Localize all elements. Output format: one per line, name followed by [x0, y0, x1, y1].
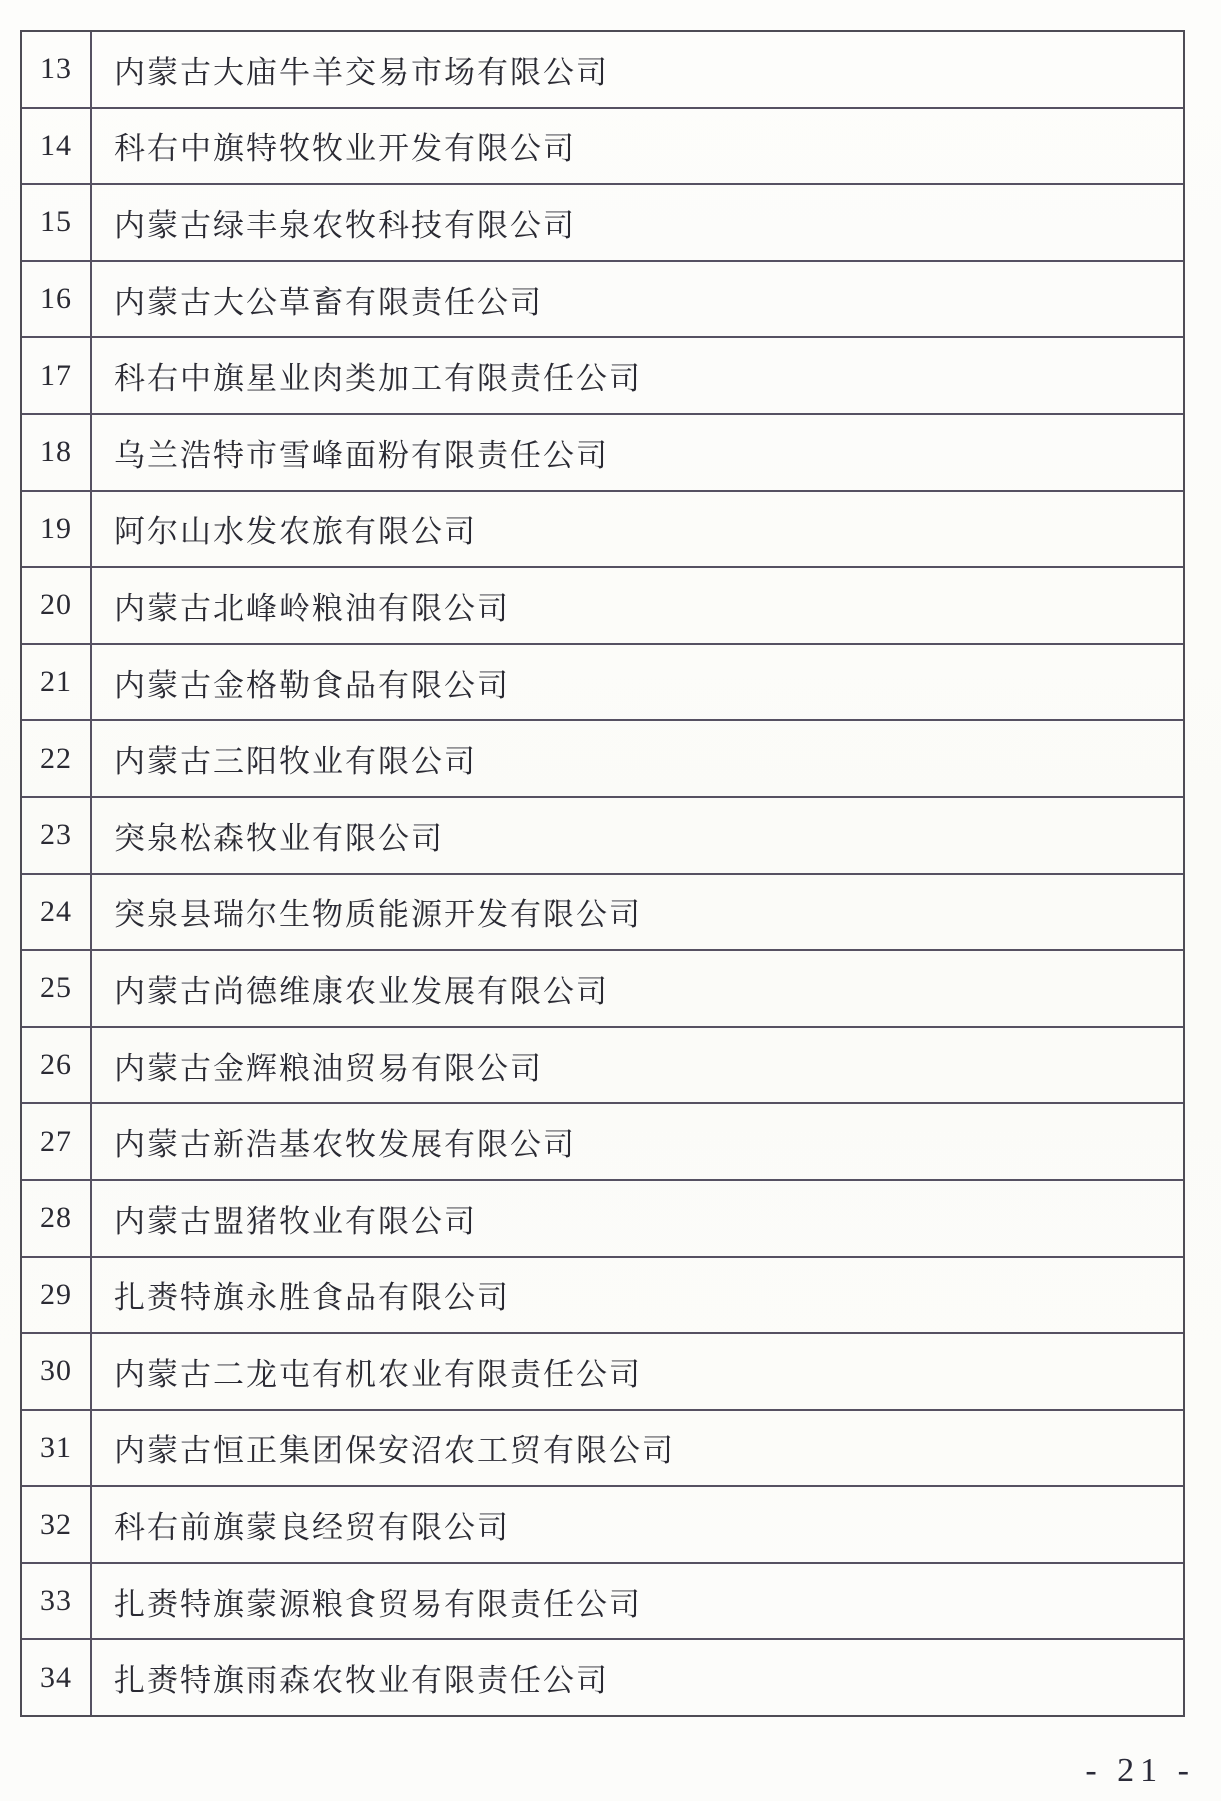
company-name: 乌兰浩特市雪峰面粉有限责任公司: [114, 437, 609, 473]
table-row: [22, 492, 1183, 569]
row-number: 25: [22, 951, 92, 1026]
company-name: 阿尔山水发农旅有限公司: [114, 514, 477, 550]
row-number: 23: [22, 798, 92, 873]
row-number: 27: [22, 1104, 92, 1179]
table-row: [22, 1181, 1183, 1258]
table-row: [22, 951, 1183, 1028]
company-name: 扎赉特旗蒙源粮食贸易有限责任公司: [114, 1586, 642, 1622]
company-name: 内蒙古盟猪牧业有限公司: [114, 1203, 477, 1239]
company-list-table: [20, 30, 1185, 1717]
company-name: 科右中旗星业肉类加工有限责任公司: [114, 361, 642, 397]
row-number: 19: [22, 492, 92, 567]
company-name: 扎赉特旗永胜食品有限公司: [114, 1280, 510, 1316]
table-row: [22, 262, 1183, 339]
company-name: 内蒙古金格勒食品有限公司: [114, 667, 510, 703]
company-name: 内蒙古三阳牧业有限公司: [114, 744, 477, 780]
table-row: [22, 1564, 1183, 1641]
company-name: 科右中旗特牧牧业开发有限公司: [114, 131, 576, 167]
table-row: [22, 568, 1183, 645]
company-name: 内蒙古北峰岭粮油有限公司: [114, 590, 510, 626]
table-row: [22, 875, 1183, 952]
table-row: [22, 32, 1183, 109]
row-number: 32: [22, 1487, 92, 1562]
company-name: 内蒙古尚德维康农业发展有限公司: [114, 973, 609, 1009]
company-name: 内蒙古二龙屯有机农业有限责任公司: [114, 1356, 642, 1392]
company-name: 内蒙古金辉粮油贸易有限公司: [114, 1050, 543, 1086]
company-name: 科右前旗蒙良经贸有限公司: [114, 1510, 510, 1546]
row-number: 14: [22, 109, 92, 184]
table-row: [22, 1640, 1183, 1715]
row-number: 21: [22, 645, 92, 720]
table-row: [22, 1104, 1183, 1181]
row-number: 18: [22, 415, 92, 490]
company-name: 内蒙古大庙牛羊交易市场有限公司: [114, 54, 609, 90]
table-row: [22, 1334, 1183, 1411]
table-row: [22, 1028, 1183, 1105]
table-row: [22, 798, 1183, 875]
table-row: [22, 1487, 1183, 1564]
row-number: 34: [22, 1640, 92, 1715]
row-number: 17: [22, 338, 92, 413]
row-number: 24: [22, 875, 92, 950]
table-row: [22, 1258, 1183, 1335]
company-name: 突泉县瑞尔生物质能源开发有限公司: [114, 897, 642, 933]
company-name: 内蒙古绿丰泉农牧科技有限公司: [114, 207, 576, 243]
company-name: 内蒙古恒正集团保安沼农工贸有限公司: [114, 1433, 675, 1469]
row-number: 26: [22, 1028, 92, 1103]
row-number: 22: [22, 721, 92, 796]
row-number: 29: [22, 1258, 92, 1333]
row-number: 28: [22, 1181, 92, 1256]
row-number: 30: [22, 1334, 92, 1409]
table-row: [22, 721, 1183, 798]
row-number: 13: [22, 32, 92, 107]
company-name: 突泉松森牧业有限公司: [114, 820, 444, 856]
row-number: 33: [22, 1564, 92, 1639]
table-row: [22, 645, 1183, 722]
row-number: 15: [22, 185, 92, 260]
company-name: 内蒙古新浩基农牧发展有限公司: [114, 1127, 576, 1163]
row-number: 16: [22, 262, 92, 337]
table-row: [22, 415, 1183, 492]
company-name: 扎赉特旗雨森农牧业有限责任公司: [114, 1663, 609, 1699]
company-name: 内蒙古大公草畜有限责任公司: [114, 284, 543, 320]
table-row: [22, 109, 1183, 186]
row-number: 31: [22, 1411, 92, 1486]
table-row: [22, 185, 1183, 262]
page-number: - 21 -: [1085, 1752, 1195, 1789]
row-number: 20: [22, 568, 92, 643]
table-row: [22, 1411, 1183, 1488]
table-row: [22, 338, 1183, 415]
